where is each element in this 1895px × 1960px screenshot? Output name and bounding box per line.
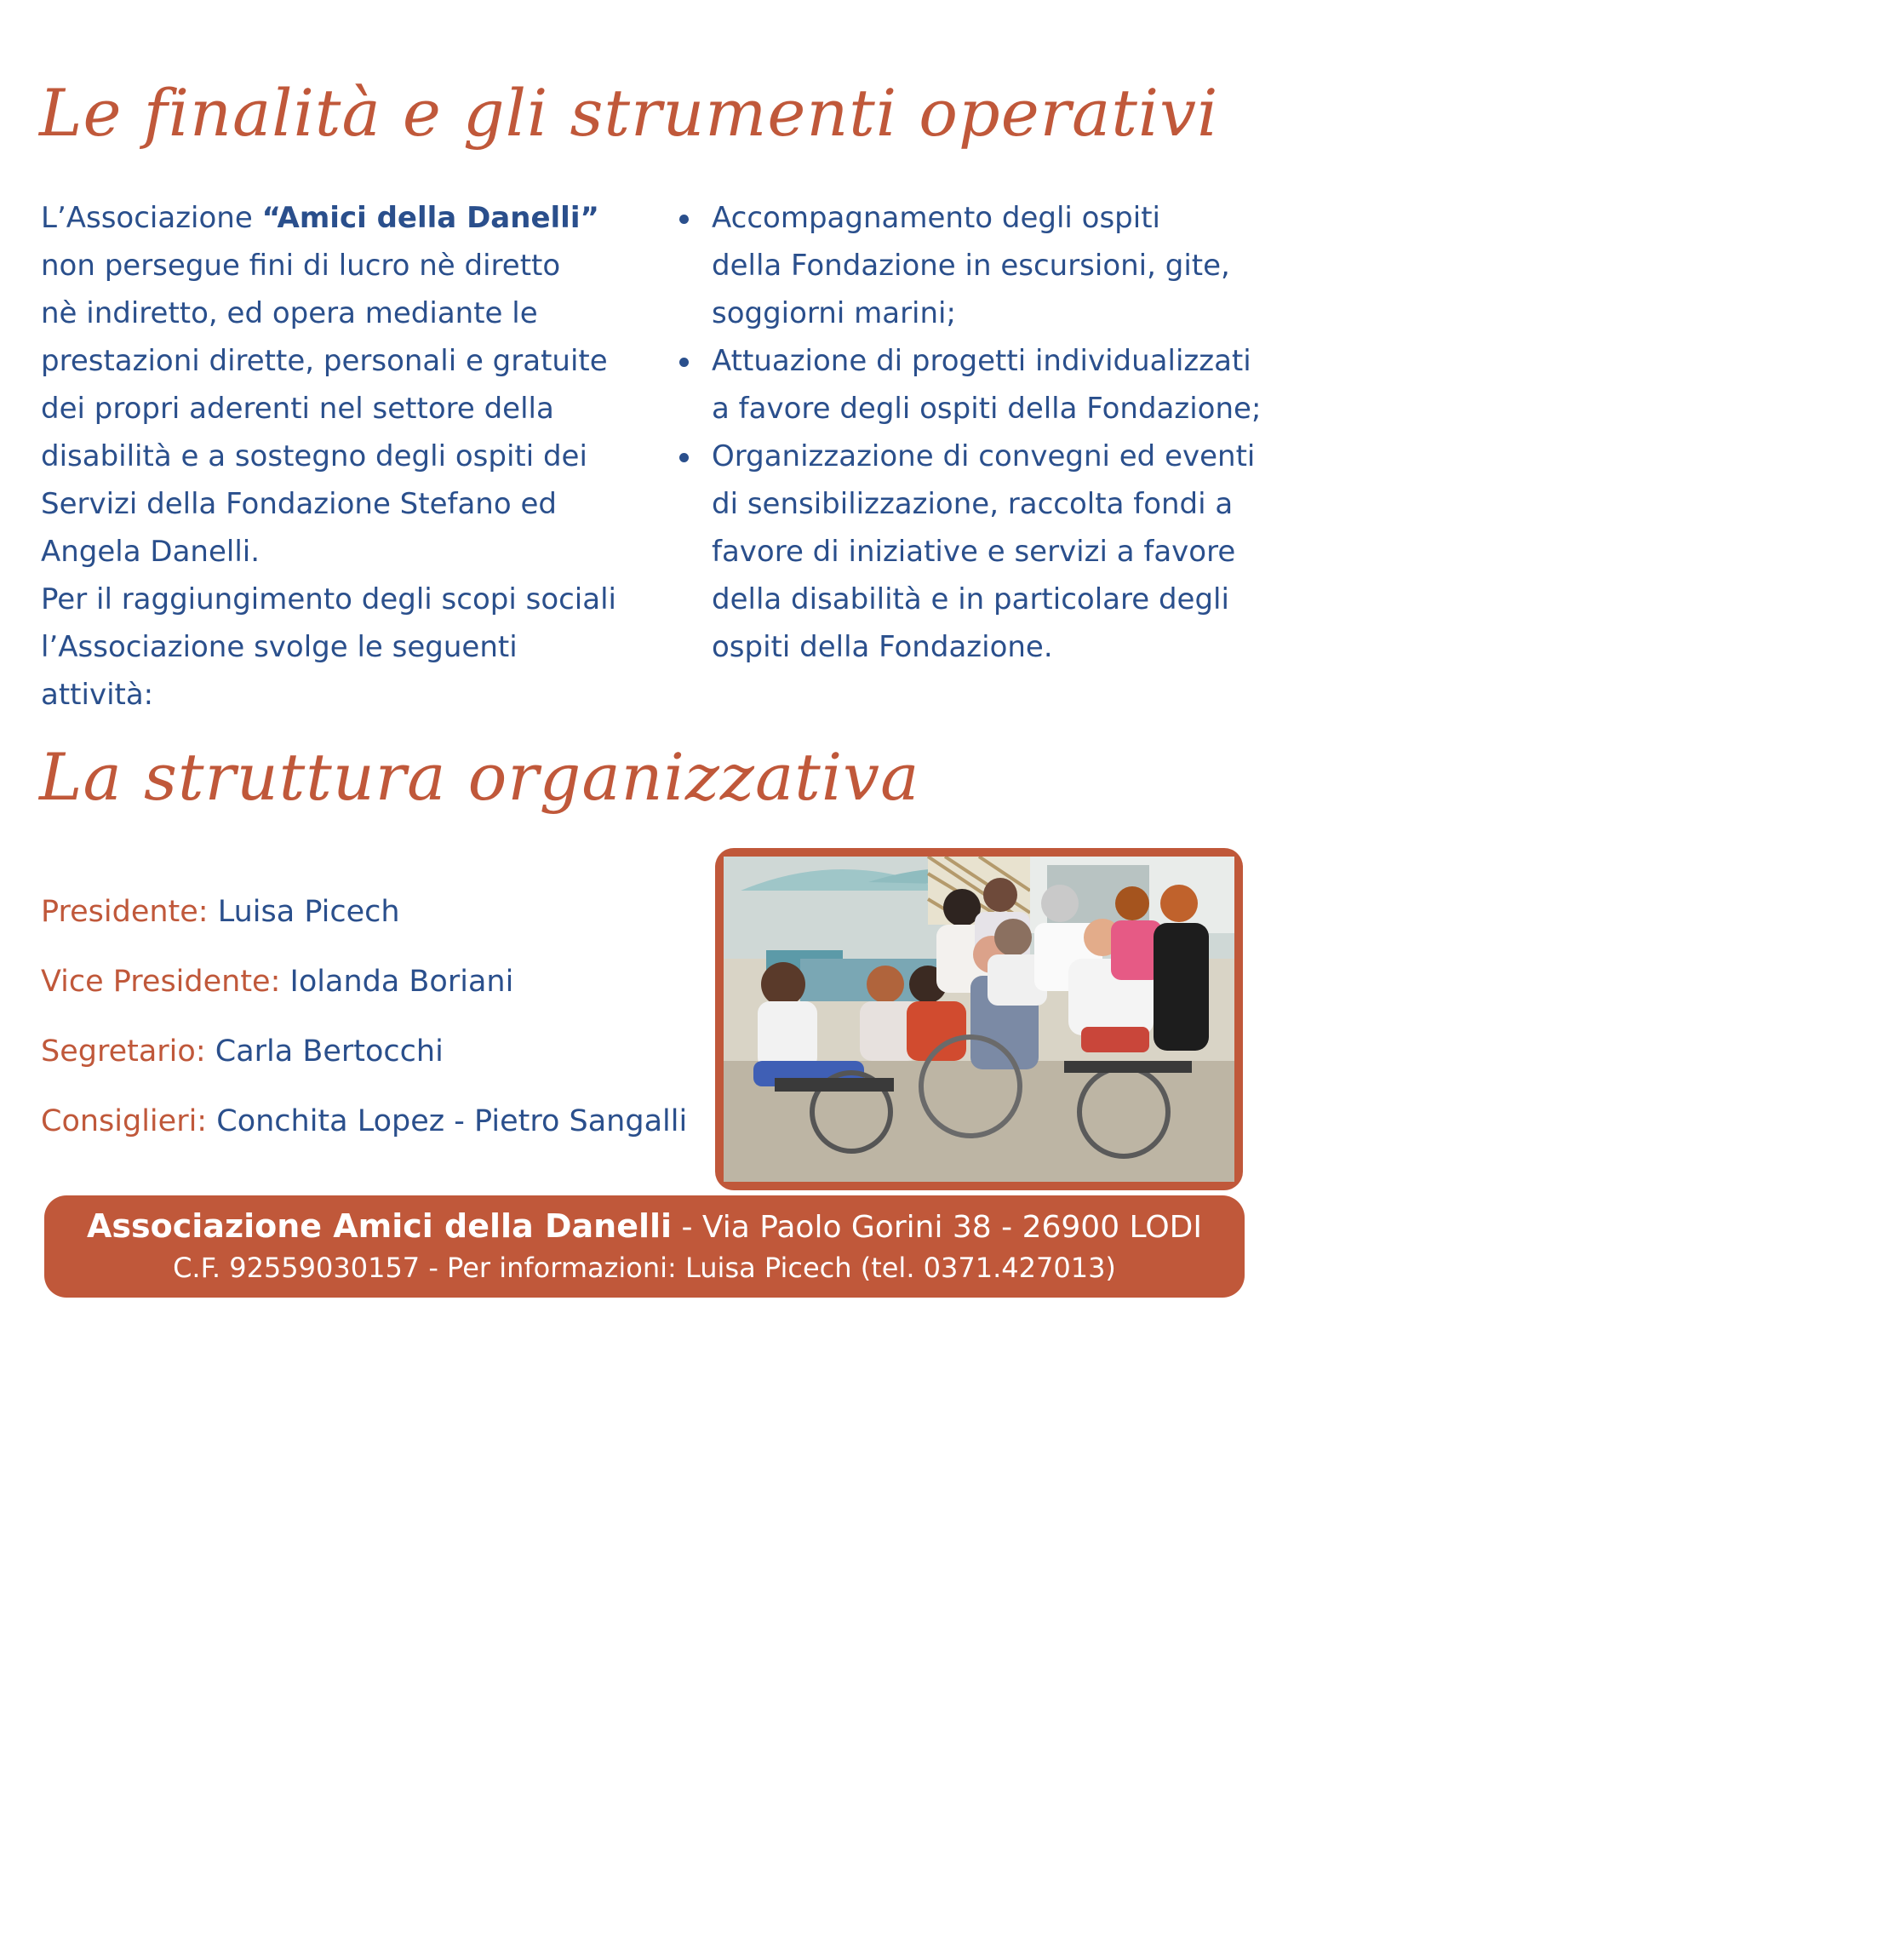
role-label: Segretario: [41,1034,206,1069]
footer-address: - Via Paolo Gorini 38 - 26900 LODI [672,1210,1202,1245]
intro-line: prestazioni dirette, personali e gratuite [41,344,608,378]
role-label: Consiglieri: [41,1104,208,1138]
role-label: Presidente: [41,895,209,929]
intro-line: Per il raggiungimento degli scopi sociali [41,582,616,616]
intro-line: non persegue fini di lucro nè diretto [41,249,561,283]
role-value: Luisa Picech [217,895,400,929]
footer-line-1 [44,1207,1245,1245]
intro-prefix: L’Associazione [41,201,262,235]
list-item [678,337,1274,433]
section-title-struttura: La struttura organizzativa [39,739,920,815]
intro-line: disabilità e a sostegno degli ospiti dei [41,439,587,473]
group-photo [724,857,1234,1182]
footer-banner [44,1195,1245,1298]
intro-paragraph [41,194,637,719]
activity-line: soggiorni marini; [712,296,956,330]
activity-line: ospiti della Fondazione. [712,630,1053,664]
roles-list [41,890,687,1169]
intro-line: dei propri aderenti nel settore della [41,392,554,426]
activity-line: favore di iniziative e servizi a favore [712,535,1236,569]
footer-org-name: Associazione Amici della Danelli [87,1207,673,1245]
section-title-finalita: Le finalità e gli strumenti operativi [39,75,1219,151]
association-name: “Amici della Danelli” [261,201,599,235]
role-president [41,890,687,960]
role-councillors [41,1099,687,1169]
activity-line: Organizzazione di convegni ed eventi [712,439,1256,473]
role-value: Carla Bertocchi [215,1034,444,1069]
list-item [678,194,1274,337]
activity-line: della disabilità e in particolare degli [712,582,1229,616]
role-label: Vice Presidente: [41,965,281,999]
footer-contact: C.F. 92559030157 - Per informazioni: Luisa Picech (tel. 0371.427013) [173,1252,1116,1284]
activity-line: Accompagnamento degli ospiti [712,201,1160,235]
intro-line: Servizi della Fondazione Stefano ed [41,487,557,521]
activity-line: Attuazione di progetti individualizzati [712,344,1251,378]
activity-line: della Fondazione in escursioni, gite, [712,249,1230,283]
activities-list [678,194,1274,671]
intro-line: Angela Danelli. [41,535,260,569]
activity-line: di sensibilizzazione, raccolta fondi a [712,487,1234,521]
role-value: Conchita Lopez - Pietro Sangalli [216,1104,688,1138]
intro-line: nè indiretto, ed opera mediante le [41,296,538,330]
role-value: Iolanda Boriani [289,965,514,999]
role-secretary [41,1029,687,1099]
group-photo-frame [715,848,1243,1190]
activity-line: a favore degli ospiti della Fondazione; [712,392,1262,426]
intro-line: l’Associazione svolge le seguenti attività: [41,630,518,712]
role-vice-president [41,960,687,1029]
list-item [678,433,1274,671]
